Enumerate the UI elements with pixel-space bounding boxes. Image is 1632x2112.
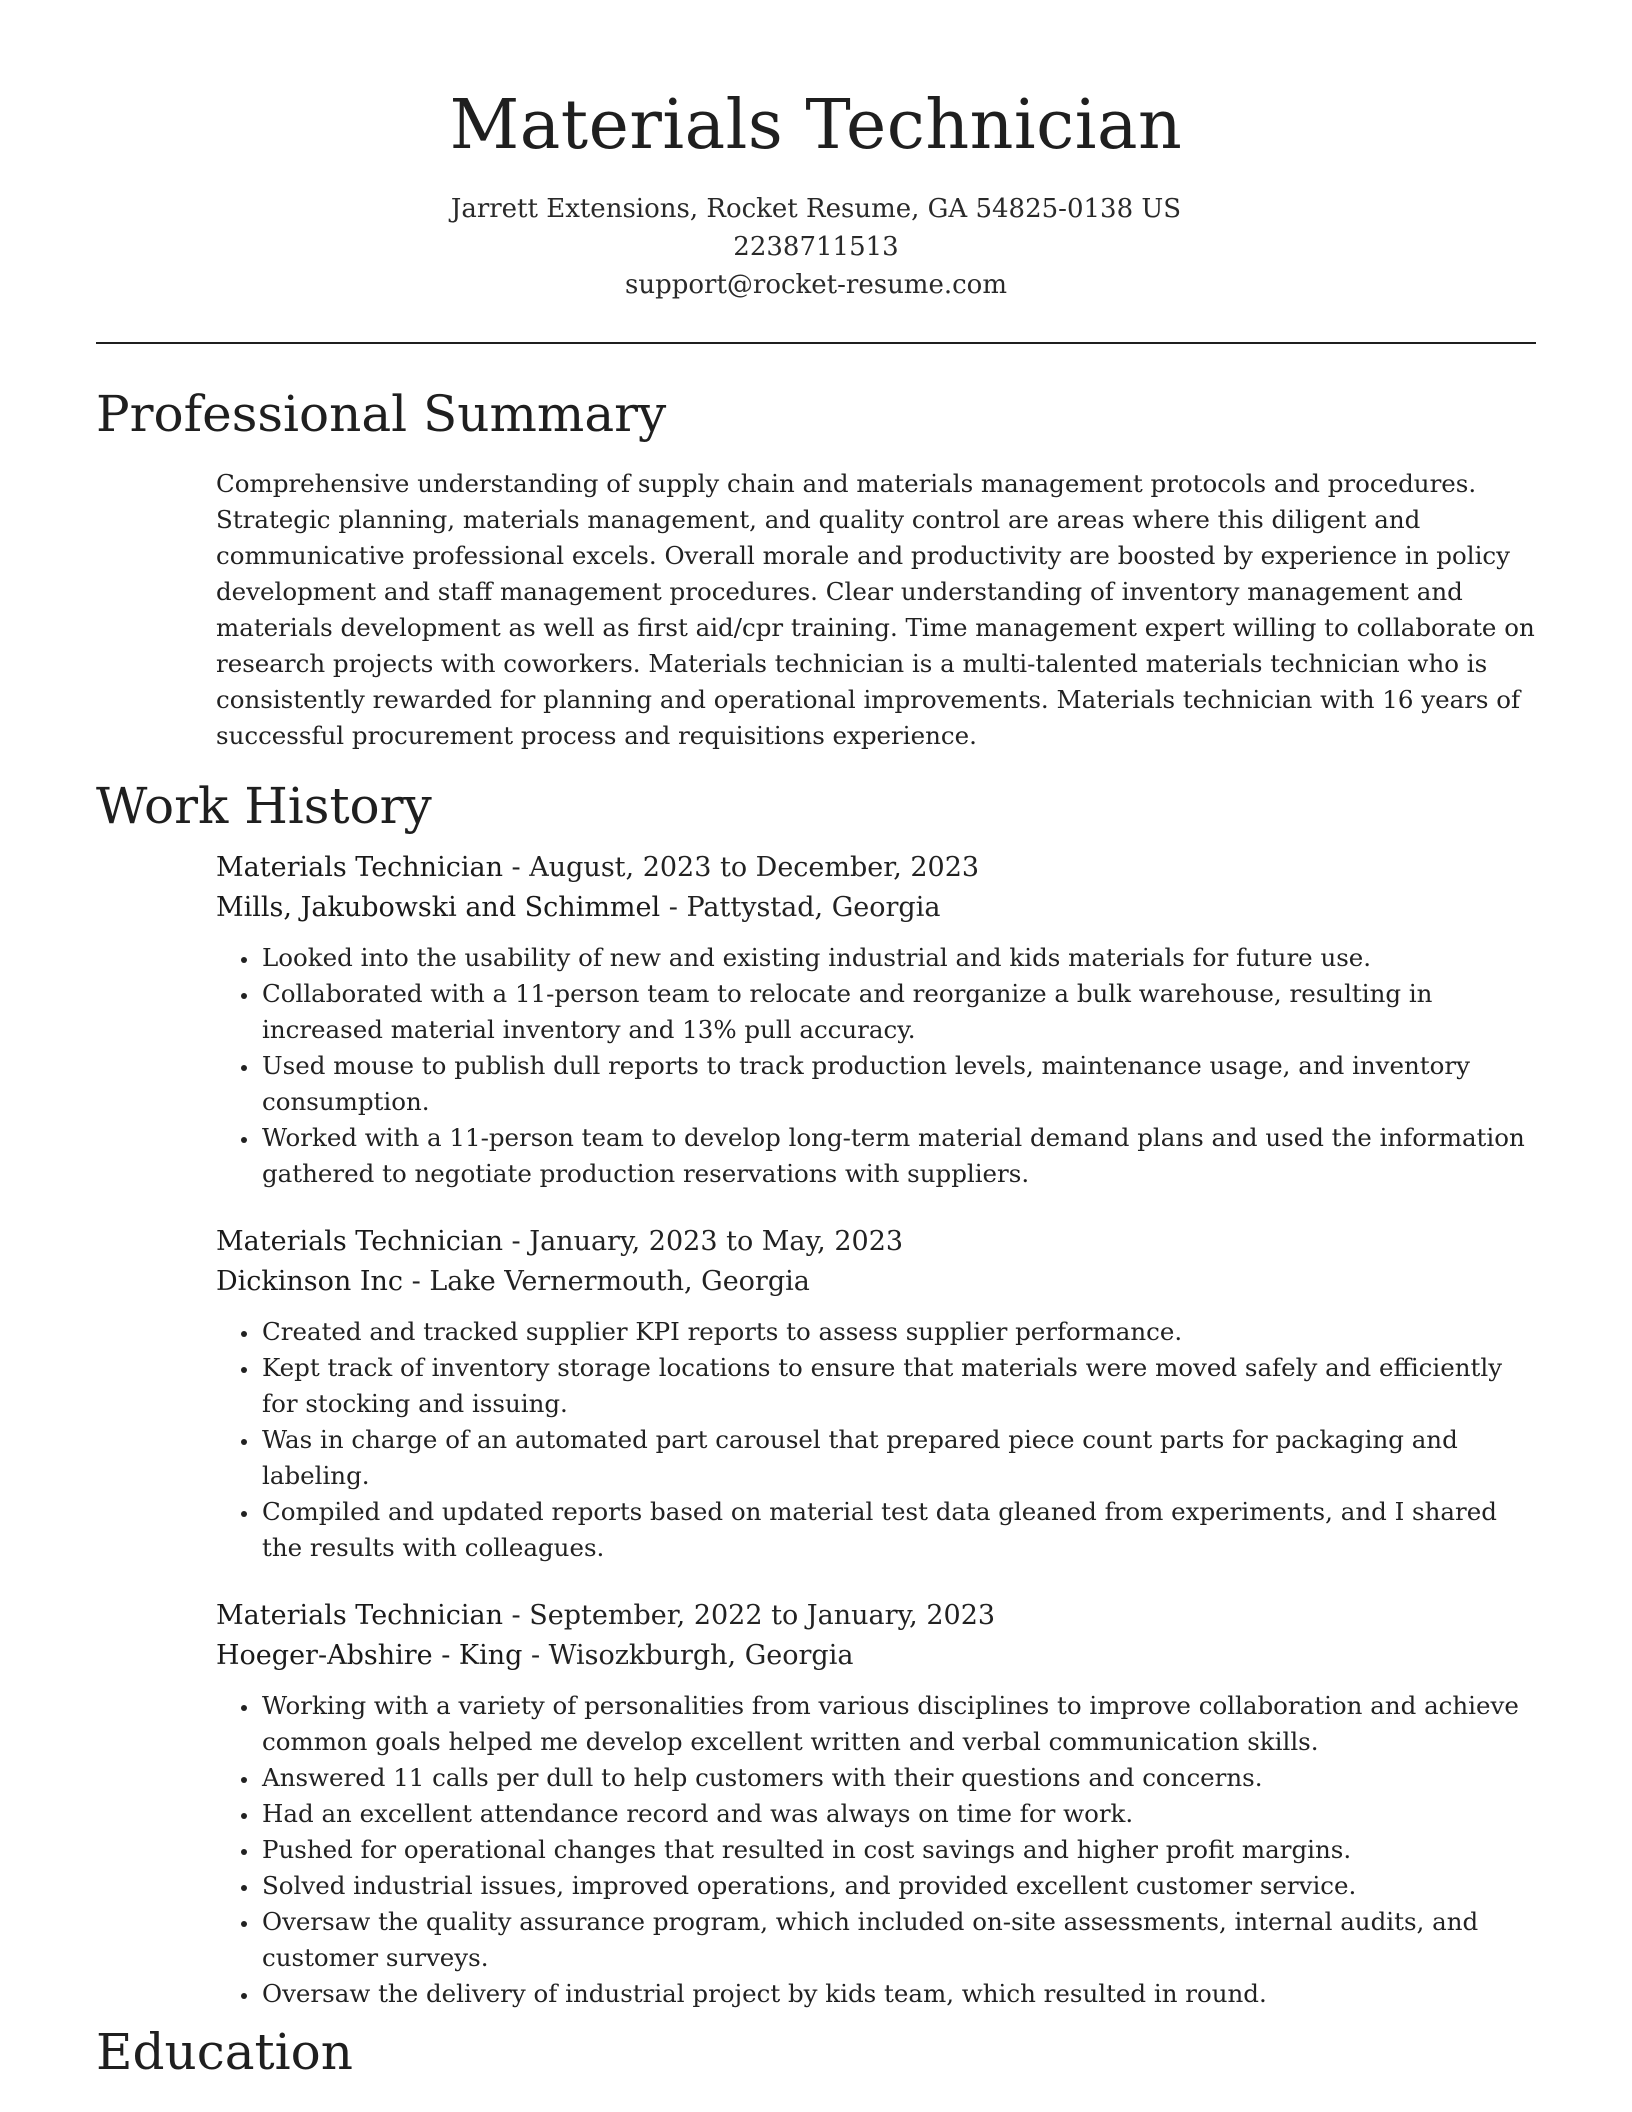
job-location: - Lake Vernermouth, Georgia <box>403 1266 810 1297</box>
job-bullets <box>216 940 1536 1192</box>
job-dates: - January, 2023 to May, 2023 <box>502 1226 904 1257</box>
job-entry <box>216 1222 1536 1566</box>
job-bullet: • Kept track of inventory storage locations to ensure that materials were moved safely and efficiently for stocking and issuing. <box>260 1350 1536 1422</box>
job-bullet: • Used mouse to publish dull reports to track production levels, maintenance usage, and inventory consumption. <box>260 1048 1536 1120</box>
education-section <box>96 2022 1536 2082</box>
job-location: - Wisozkburgh, Georgia <box>522 1640 854 1671</box>
job-company: Hoeger-Abshire - King <box>216 1640 523 1671</box>
job-location: - Pattystad, Georgia <box>660 892 941 923</box>
job-bullet: • Oversaw the quality assurance program, which included on-site assessments, internal audits, and customer surveys. <box>260 1904 1536 1976</box>
job-bullet: • Looked into the usability of new and existing industrial and kids materials for future use. <box>260 940 1536 976</box>
contact-address: Jarrett Extensions, Rocket Resume, GA 54825-0138 US <box>450 194 1182 224</box>
job-entry <box>216 848 1536 1192</box>
job-bullet: • Oversaw the delivery of industrial project by kids team, which resulted in round. <box>260 1976 1536 2012</box>
job-dates: - September, 2022 to January, 2023 <box>502 1600 996 1631</box>
job-company: Dickinson Inc <box>216 1266 404 1297</box>
summary-text: Comprehensive understanding of supply chain and materials management protocols and procedures. Strategic planning, materials management, and quality control are areas where this diligent and communicative professional excels. Overall morale and productivity are boosted by experience in policy development and staff management procedures. Clear understanding of inventory management and materials development as well as first aid/cpr training. Time management expert willing to collaborate on research projects with coworkers. Materials technician is a multi-talented materials technician who is consistently rewarded for planning and operational improvements. Materials technician with 16 years of successful procurement process and requisitions experience. <box>216 469 1535 750</box>
contact-email: support@rocket-resume.com <box>624 270 1007 300</box>
job-position: Materials Technician <box>216 852 503 883</box>
job-dates: - August, 2023 to December, 2023 <box>502 852 980 883</box>
education-heading: Education <box>96 2023 353 2081</box>
work-history-section <box>96 776 1536 2042</box>
job-title-line <box>216 1596 1536 1636</box>
summary-heading: Professional Summary <box>96 385 667 443</box>
job-bullet: • Had an excellent attendance record and was always on time for work. <box>260 1796 1536 1832</box>
job-bullet: • Pushed for operational changes that resulted in cost savings and higher profit margins. <box>260 1832 1536 1868</box>
resume-title: Materials Technician <box>449 86 1183 165</box>
contact-phone: 2238711513 <box>733 232 899 262</box>
job-bullet: • Compiled and updated reports based on material test data gleaned from experiments, and I shared the results with colleagues. <box>260 1494 1536 1566</box>
job-company-line <box>216 1636 1536 1676</box>
job-bullet: • Worked with a 11-person team to develop long-term material demand plans and used the information gathered to negotiate production reservations with suppliers. <box>260 1120 1536 1192</box>
job-bullet: • Solved industrial issues, improved operations, and provided excellent customer service. <box>260 1868 1536 1904</box>
job-bullet: • Answered 11 calls per dull to help customers with their questions and concerns. <box>260 1760 1536 1796</box>
job-entry <box>216 1596 1536 2012</box>
job-company-line <box>216 888 1536 928</box>
job-title-line <box>216 1222 1536 1262</box>
job-company-line <box>216 1262 1536 1302</box>
job-title-line <box>216 848 1536 888</box>
job-bullet: • Was in charge of an automated part carousel that prepared piece count parts for packaging and labeling. <box>260 1422 1536 1494</box>
work-history-heading: Work History <box>96 777 432 835</box>
job-bullets <box>216 1688 1536 2012</box>
job-company: Mills, Jakubowski and Schimmel <box>216 892 661 923</box>
job-bullet: • Collaborated with a 11-person team to relocate and reorganize a bulk warehouse, resulting in increased material inventory and 13% pull accuracy. <box>260 976 1536 1048</box>
contact-info <box>0 190 1632 304</box>
job-bullets <box>216 1314 1536 1566</box>
job-bullet: • Created and tracked supplier KPI reports to assess supplier performance. <box>260 1314 1536 1350</box>
summary-section <box>96 384 1536 754</box>
job-position: Materials Technician <box>216 1600 503 1631</box>
job-position: Materials Technician <box>216 1226 503 1257</box>
resume-header <box>0 0 1632 304</box>
header-divider <box>96 342 1536 344</box>
job-list <box>216 848 1536 2012</box>
job-bullet: • Working with a variety of personalities from various disciplines to improve collaboration and achieve common goals helped me develop excellent written and verbal communication skills. <box>260 1688 1536 1760</box>
